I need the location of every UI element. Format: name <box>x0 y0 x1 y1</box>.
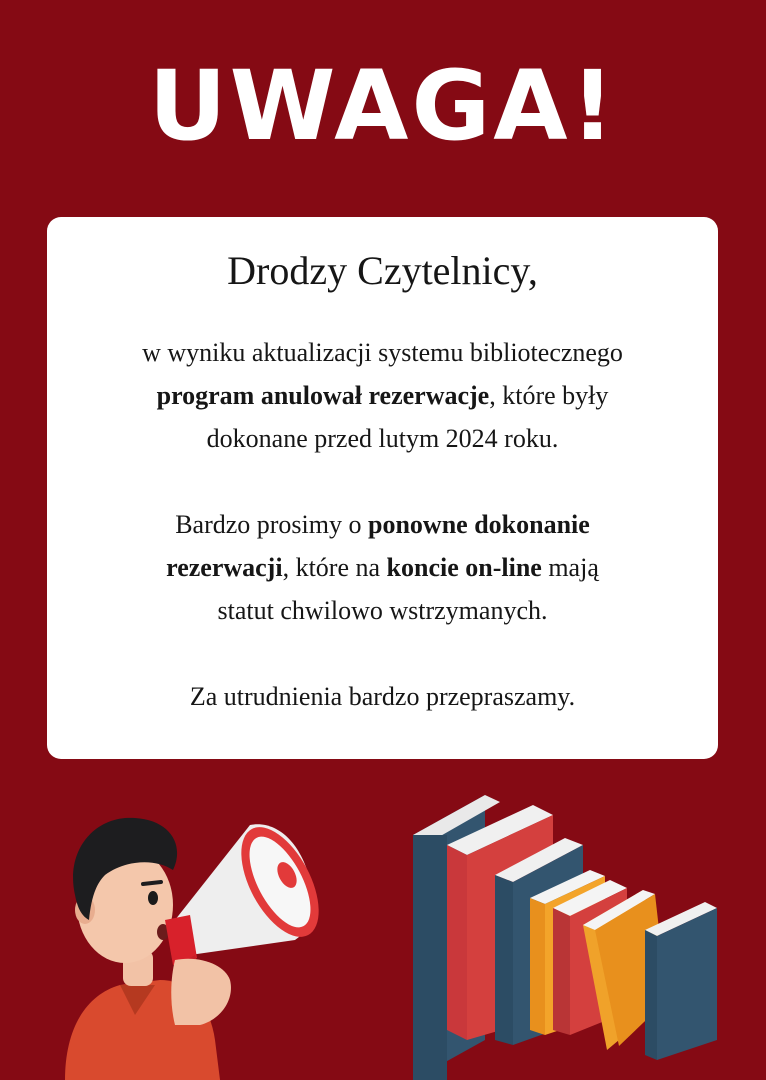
p2-line3: statut chwilowo wstrzymanych. <box>217 596 548 625</box>
p1-bold-phrase: program anulował rezerwacje <box>156 381 490 410</box>
p1-line1: w wyniku aktualizacji systemu bibliotecznego <box>142 338 623 367</box>
p3-line1: Za utrudnienia bardzo przepraszamy. <box>189 682 576 711</box>
p2-bold-phrase-1: ponowne dokonanie <box>368 510 590 539</box>
page-title: UWAGA! <box>148 50 618 162</box>
p2-bold-phrase-2: rezerwacji <box>166 553 283 582</box>
p1-line2-rest: , które były <box>489 381 609 410</box>
p1-line3: dokonane przed lutym 2024 roku. <box>206 424 559 453</box>
p2-line2-post: mają <box>541 553 599 582</box>
p2-bold-phrase-3: koncie on-line <box>386 553 542 582</box>
book-stack-icon <box>405 790 735 1080</box>
notice-paragraph-3 <box>81 675 684 718</box>
notice-card <box>47 217 718 759</box>
person-with-megaphone-icon <box>25 780 325 1080</box>
p2-line2-mid: , które na <box>282 553 387 582</box>
p2-line1-pre: Bardzo prosimy o <box>175 510 368 539</box>
notice-paragraph-2 <box>81 503 684 632</box>
notice-paragraph-1 <box>81 331 684 460</box>
notice-greeting: Drodzy Czytelnicy, <box>227 248 538 293</box>
